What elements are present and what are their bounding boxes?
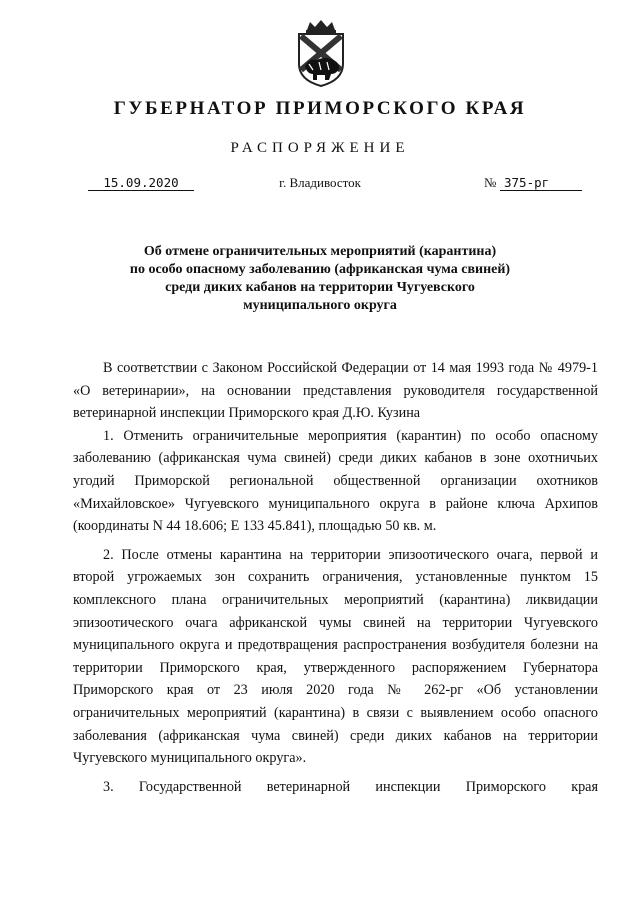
document-number: 375-рг — [500, 175, 582, 191]
document-heading — [0, 243, 640, 315]
heading-line: Об отмене ограничительных мероприятий (карантина) — [143, 244, 497, 259]
document-city: г. Владивосток — [279, 175, 361, 190]
heading-line: муниципального округа — [243, 298, 397, 313]
document-date: 15.09.2020 — [88, 175, 194, 191]
heading-line: по особо опасному заболеванию (африканская чума свиней) — [129, 262, 511, 277]
preamble-paragraph: В соответствии с Законом Российской Федерации от 14 мая 1993 года № 4979-1 «О ветеринарии», на основании представления руководителя государственной ветеринарной инспекции Приморского края Д.Ю. Кузина — [73, 360, 598, 422]
document-body — [73, 357, 598, 798]
number-sign: № — [484, 175, 497, 190]
item-2-paragraph: 2. После отмены карантина на территории эпизоотического очага, первой и второй угрожаемых зон сохранить ограничения, установленные пунктом 15 комплексного плана ограничительных мероприятий (карантина) ликвидации эпизоотического очага африканской чумы свиней на территории Чугуевского муниципального округа и предотвращения распространения возбудителя болезни на территории Приморского края, утвержденного распоряжением Губернатора Приморского края от 23 июля 2020 года № 262-рг «Об установлении ограничительных мероприятий (карантина) в связи с выявлением особо опасного заболевания (африканская чума свиней) среди диких кабанов на территории Чугуевского муниципального округа». — [73, 546, 598, 767]
item-1-paragraph: 1. Отменить ограничительные мероприятия (карантин) по особо опасному заболеванию (африканская чума свиней) среди диких кабанов в зоне охотничьих угодий Приморской региональной общественной организации охотников «Михайловское» Чугуевского муниципального округа в районе ключа Архипов (координаты N 44 18.606; E 133 45.841), площадью 50 кв. м. — [73, 427, 598, 535]
heading-line: среди диких кабанов на территории Чугуевского — [165, 280, 475, 295]
document-type: РАСПОРЯЖЕНИЕ — [230, 140, 410, 156]
governor-title: ГУБЕРНАТОР ПРИМОРСКОГО КРАЯ — [113, 98, 527, 119]
item-3-paragraph: 3. Государственной ветеринарной инспекции Приморского края — [103, 778, 598, 795]
coat-of-arms-icon — [295, 20, 347, 88]
